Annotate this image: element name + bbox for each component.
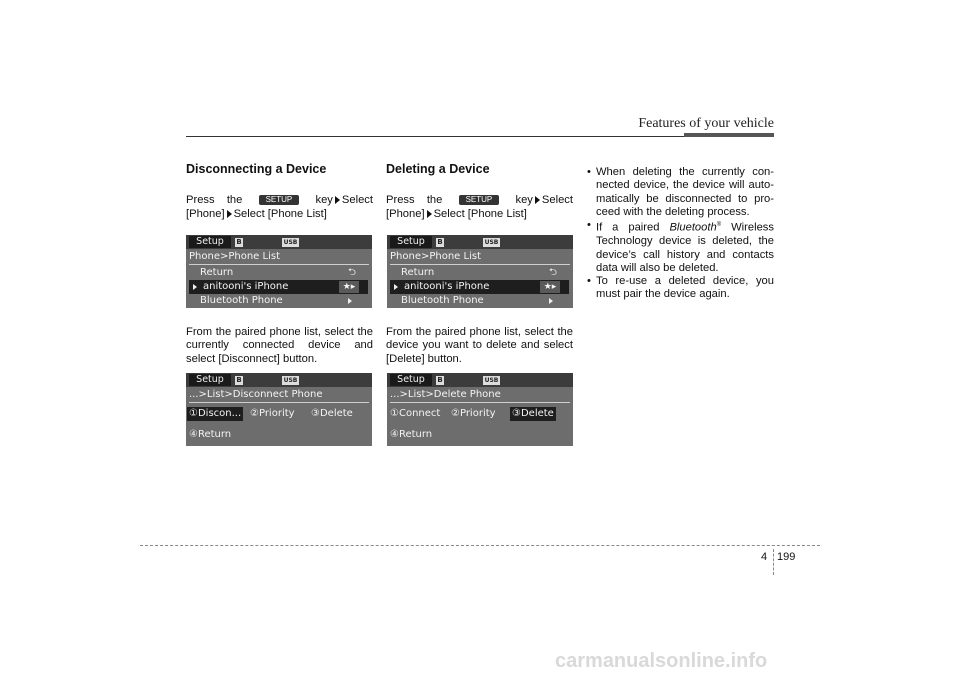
disconnect-desc-block xyxy=(186,326,373,366)
list-item-bluetooth: Bluetooth Phone xyxy=(387,294,573,308)
arrow-right-icon xyxy=(394,284,398,290)
arrow-right-icon xyxy=(227,210,232,218)
disconnect-description: From the paired phone list, select the currently connected device and select [Disconnect] button. xyxy=(186,326,373,365)
disconnect-screen xyxy=(186,373,372,446)
delete-column xyxy=(386,163,573,221)
arrow-right-icon xyxy=(335,196,340,204)
screen-setup-tab: Setup xyxy=(390,374,432,386)
bluetooth-icon: B xyxy=(236,238,242,246)
phone-list-screen-2 xyxy=(387,235,573,308)
option-return: ④Return xyxy=(189,429,232,440)
setup-key-icon: SETUP xyxy=(459,195,500,205)
usb-icon: USB xyxy=(283,239,298,246)
bluetooth-icon: B xyxy=(236,376,242,384)
footer-rule xyxy=(140,545,820,546)
bluetooth-icon: B xyxy=(437,376,443,384)
disconnect-heading: Disconnecting a Device xyxy=(186,162,327,176)
arrow-right-icon xyxy=(193,284,197,290)
option-return: ④Return xyxy=(390,429,433,440)
header-rule-accent xyxy=(684,133,774,137)
return-icon: ⮌ xyxy=(347,267,356,278)
delete-heading: Deleting a Device xyxy=(386,162,490,176)
return-icon: ⮌ xyxy=(548,267,557,278)
notes-column xyxy=(587,166,774,302)
footer-divider xyxy=(773,549,774,575)
list-item-bluetooth: Bluetooth Phone xyxy=(186,294,372,308)
note-item: • When deleting the currently con-nected device, the device will auto-matically be disconnected to pro-ceed with the deleting process. xyxy=(587,166,774,219)
usb-icon: USB xyxy=(283,377,298,384)
bluetooth-icon: B xyxy=(437,238,443,246)
screen-path: Phone>Phone List xyxy=(189,251,280,262)
note-item: • To re-use a deleted device, you must pair the device again. xyxy=(587,275,774,302)
screen-path: Phone>Phone List xyxy=(390,251,481,262)
delete-desc-block xyxy=(386,326,573,366)
screen-setup-tab: Setup xyxy=(390,236,432,248)
disconnect-column xyxy=(186,163,373,221)
option-delete: ③Delete xyxy=(512,408,554,419)
delete-instructions: Press the SETUP key Select [Phone] Select [Phone List] xyxy=(386,194,573,220)
watermark: carmanualsonline.info xyxy=(555,650,768,672)
usb-icon: USB xyxy=(484,239,499,246)
usb-icon: USB xyxy=(484,377,499,384)
screen-path: ...>List>Delete Phone xyxy=(390,389,501,400)
setup-key-icon: SETUP xyxy=(259,195,300,205)
phone-list-screen-1 xyxy=(186,235,372,308)
arrow-right-icon xyxy=(427,210,432,218)
delete-description: From the paired phone list, select the device you want to delete and select [Delete] button. xyxy=(386,326,573,365)
screen-setup-tab: Setup xyxy=(189,374,231,386)
page-number: 199 xyxy=(777,551,796,563)
screen-setup-tab: Setup xyxy=(189,236,231,248)
option-disconnect: ①Discon... xyxy=(189,408,242,419)
chapter-number: 4 xyxy=(761,551,768,563)
option-priority: ②Priority xyxy=(451,408,496,419)
section-title: Features of your vehicle xyxy=(638,116,774,131)
list-item-device: anitooni's iPhone ★▸ xyxy=(189,280,368,294)
notes-list xyxy=(587,166,774,302)
option-connect: ①Connect xyxy=(390,408,441,419)
list-item-device: anitooni's iPhone ★▸ xyxy=(390,280,569,294)
screen-path: ...>List>Disconnect Phone xyxy=(189,389,323,400)
star-icon: ★▸ xyxy=(540,281,560,293)
disconnect-instructions: Press the SETUP key Select [Phone] Select [Phone List] xyxy=(186,194,373,220)
list-item-return: Return ⮌ xyxy=(401,267,557,278)
arrow-right-icon xyxy=(348,298,352,304)
arrow-right-icon xyxy=(549,298,553,304)
note-item: • If a paired Bluetooth® Wireless Technology device is deleted, the device’s call history and contacts data will also be deleted. xyxy=(587,219,774,275)
star-icon: ★▸ xyxy=(339,281,359,293)
arrow-right-icon xyxy=(535,196,540,204)
option-delete: ③Delete xyxy=(311,408,353,419)
list-item-return: Return ⮌ xyxy=(200,267,356,278)
option-priority: ②Priority xyxy=(250,408,295,419)
delete-screen xyxy=(387,373,573,446)
